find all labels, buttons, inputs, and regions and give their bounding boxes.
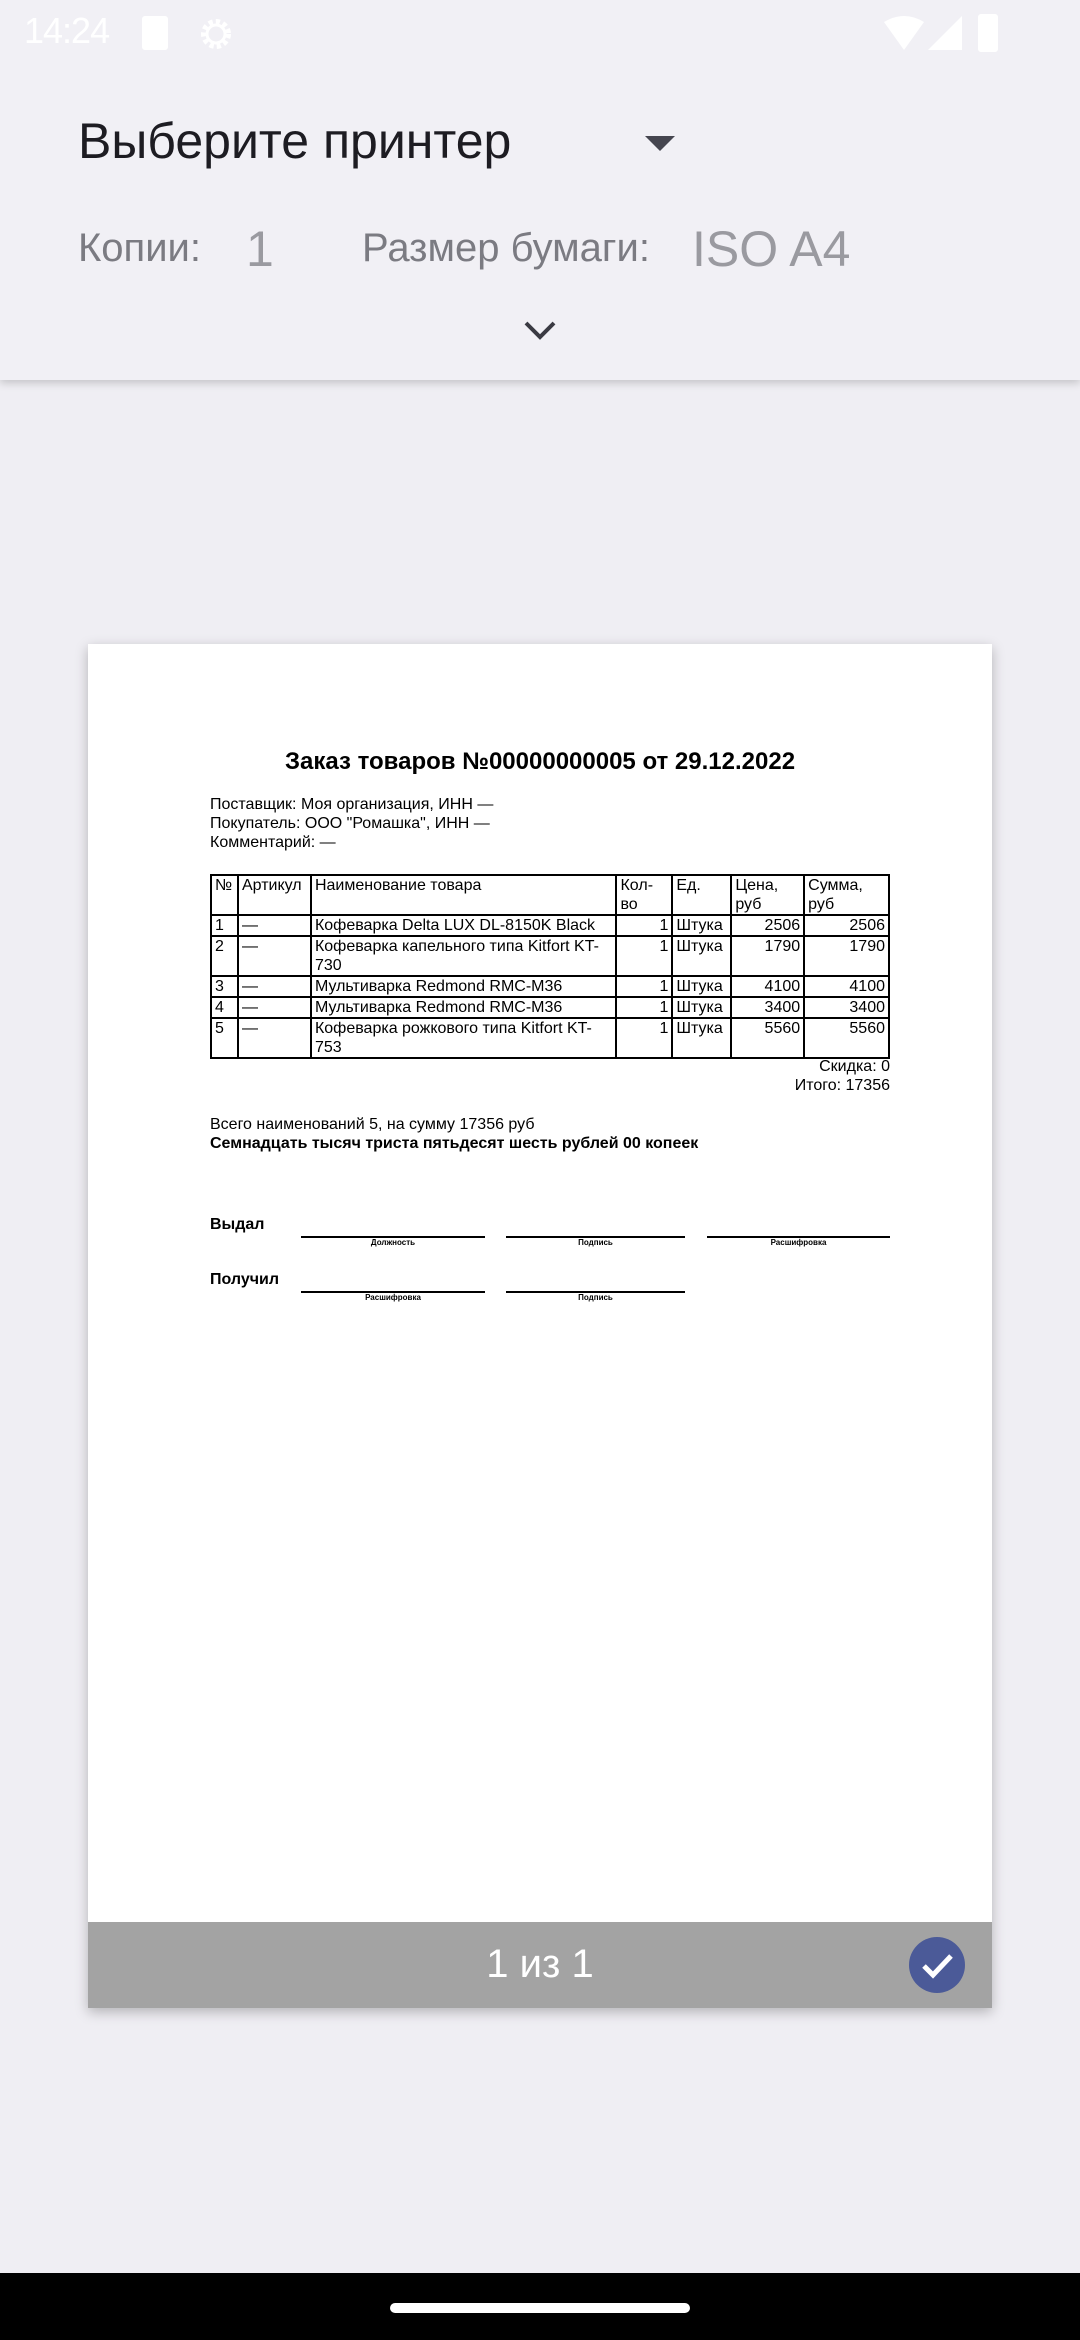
column-header: Наименование товара: [311, 875, 617, 915]
field-caption: Подпись: [578, 1238, 613, 1247]
table-cell: 1790: [804, 936, 889, 976]
table-cell: Мультиварка Redmond RMC-M36: [311, 997, 617, 1018]
table-cell: 2: [211, 936, 238, 976]
table-row: [211, 936, 889, 976]
table-cell: 4: [211, 997, 238, 1018]
signature-field: [707, 1236, 890, 1247]
amount-in-words: Семнадцать тысяч триста пятьдесят шесть рублей 00 копеек: [210, 1135, 699, 1152]
total: Итого: 17356: [794, 1077, 890, 1094]
table-row: [211, 915, 889, 936]
copies-value[interactable]: 1: [246, 221, 274, 277]
table-cell: 5: [211, 1018, 238, 1058]
table-cell: Кофеварка капельного типа Kitfort KT-730: [311, 936, 617, 976]
status-bar: [0, 0, 1080, 66]
table-row: [211, 1018, 889, 1058]
column-header: Кол-во: [616, 875, 672, 915]
table-cell: 2506: [804, 915, 889, 936]
table-cell: Штука: [672, 936, 731, 976]
column-header: Сумма, руб: [804, 875, 889, 915]
table-cell: Мультиварка Redmond RMC-M36: [311, 976, 617, 997]
wifi-icon: [884, 16, 924, 50]
table-cell: 1790: [731, 936, 804, 976]
table-cell: 1: [616, 997, 672, 1018]
table-cell: 1: [616, 915, 672, 936]
field-caption: Должность: [370, 1238, 416, 1247]
navigation-bar: [0, 2273, 1080, 2340]
table-cell: 1: [616, 936, 672, 976]
page-footer: [88, 1922, 992, 2008]
column-header: Ед.: [672, 875, 731, 915]
table-cell: —: [238, 936, 311, 976]
table-cell: Штука: [672, 915, 731, 936]
table-cell: Штука: [672, 976, 731, 997]
signature-field: [506, 1291, 685, 1302]
document-title: Заказ товаров №00000000005 от 29.12.2022: [284, 748, 796, 775]
table-cell: 3400: [804, 997, 889, 1018]
table-cell: 1: [616, 1018, 672, 1058]
table-cell: —: [238, 1018, 311, 1058]
table-cell: 2506: [731, 915, 804, 936]
paper-size-value[interactable]: ISO A4: [692, 221, 851, 277]
signature-field: [506, 1236, 685, 1247]
table-row: [211, 976, 889, 997]
sd-card-icon: [142, 16, 168, 50]
table-cell: Кофеварка Delta LUX DL-8150K Black: [311, 915, 617, 936]
order-table: [210, 874, 890, 1059]
signal-icon: [928, 16, 962, 50]
table-cell: 3: [211, 976, 238, 997]
issued-label: Выдал: [210, 1216, 265, 1233]
field-caption: Подпись: [578, 1293, 613, 1302]
print-preview-page[interactable]: [88, 644, 992, 2008]
table-cell: 4100: [804, 976, 889, 997]
battery-icon: [978, 14, 998, 52]
check-icon: [909, 1937, 965, 1993]
paper-size-label: Размер бумаги:: [362, 226, 650, 270]
table-cell: Кофеварка рожкового типа Kitfort KT-753: [311, 1018, 617, 1058]
supplier-line: Поставщик: Моя организация, ИНН —: [210, 796, 494, 813]
printer-select[interactable]: Выберите принтер: [78, 113, 512, 169]
table-cell: 5560: [731, 1018, 804, 1058]
table-cell: 5560: [804, 1018, 889, 1058]
discount: Скидка: 0: [819, 1058, 890, 1075]
home-gesture-handle[interactable]: [390, 2303, 690, 2313]
field-caption: Расшифровка: [365, 1293, 421, 1302]
column-header: №: [211, 875, 238, 915]
table-row: [211, 997, 889, 1018]
comment-line: Комментарий: —: [210, 834, 336, 851]
column-header: Цена, руб: [731, 875, 804, 915]
copies-label: Копии:: [78, 226, 202, 270]
table-cell: 4100: [731, 976, 804, 997]
signature-field: [301, 1236, 485, 1247]
table-cell: —: [238, 976, 311, 997]
table-cell: 1: [616, 976, 672, 997]
summary-line: Всего наименований 5, на сумму 17356 руб: [210, 1116, 535, 1133]
signature-field: [301, 1291, 485, 1302]
clock: 14:24: [24, 10, 110, 51]
page-indicator: 1 из 1: [486, 1942, 594, 1986]
page-selected-checkbox[interactable]: [909, 1937, 965, 1993]
table-cell: —: [238, 997, 311, 1018]
settings-icon: [196, 14, 236, 54]
chevron-down-icon[interactable]: [522, 318, 558, 342]
table-cell: Штука: [672, 1018, 731, 1058]
field-caption: Расшифровка: [770, 1238, 827, 1247]
dropdown-arrow-icon[interactable]: [645, 136, 675, 151]
table-cell: Штука: [672, 997, 731, 1018]
table-cell: 1: [211, 915, 238, 936]
table-cell: 3400: [731, 997, 804, 1018]
table-header-row: [211, 875, 889, 915]
column-header: Артикул: [238, 875, 311, 915]
received-label: Получил: [210, 1271, 280, 1288]
table-cell: —: [238, 915, 311, 936]
buyer-line: Покупатель: ООО "Ромашка", ИНН —: [210, 815, 490, 832]
